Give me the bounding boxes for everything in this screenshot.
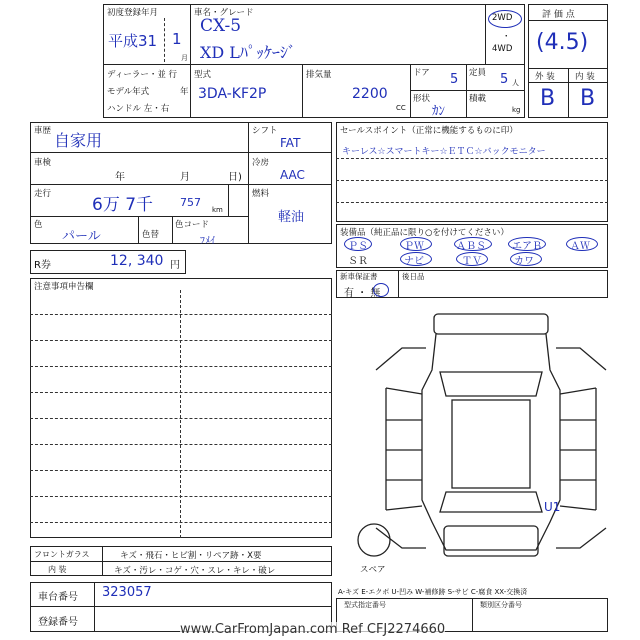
model-type: 3DA-KF2P xyxy=(198,86,267,102)
rating-label: 評 価 点 xyxy=(542,10,575,20)
cc-unit: CC xyxy=(396,104,406,112)
color-swatch-label: 色替 xyxy=(142,230,160,240)
drive-4wd: 4WD xyxy=(492,44,513,54)
sales-label: セールスポイント（正常に機能するものに印） xyxy=(340,126,518,136)
type-cat-label: 類別区分番号 xyxy=(480,601,522,609)
door-label: ドア xyxy=(413,68,430,78)
notes-label: 注意事項申告欄 xyxy=(34,282,94,292)
capacity-label: 定員 xyxy=(469,68,487,78)
recycle-amount: 12, 340 xyxy=(110,253,164,269)
month-unit: 月 xyxy=(181,54,188,62)
spare-label: スペア xyxy=(360,565,386,575)
car-name: CX-5 xyxy=(200,16,242,36)
equip-leather: カワ xyxy=(514,256,534,267)
car-grade: XD Lﾊﾟｯｹｰｼﾞ xyxy=(200,43,296,62)
capacity-unit: 人 xyxy=(512,79,519,87)
inspection-label: 車検 xyxy=(34,158,52,168)
year-unit: 年 xyxy=(180,87,189,97)
mileage-label: 走行 xyxy=(34,189,52,199)
mileage: 6万 7千 xyxy=(92,195,154,215)
model-type-label: 型式 xyxy=(194,70,212,80)
interior-label: 内 装 xyxy=(575,72,595,82)
drive-2wd: 2WD xyxy=(492,13,513,23)
chassis-number: 323057 xyxy=(102,585,152,600)
handle-label: ハンドル 左・右 xyxy=(107,104,170,114)
mileage-sub: 757 xyxy=(180,196,201,209)
reg-number-label: 登録番号 xyxy=(38,617,78,628)
yen-unit: 円 xyxy=(170,260,180,271)
equipment-label: 装備品（純正品に限り○を付けてください） xyxy=(340,228,509,238)
rating-score: (4.5) xyxy=(536,30,589,55)
inspection-year: 年 xyxy=(115,172,125,183)
drive-dot: ・ xyxy=(502,32,511,42)
cooler: AAC xyxy=(280,168,305,182)
dealer-label: ディーラー・並 行 xyxy=(107,70,178,80)
equip-navi: ナビ xyxy=(404,256,424,267)
usage: 自家用 xyxy=(54,131,103,150)
equip-pw: ＰＷ xyxy=(404,241,424,252)
interior-grade: B xyxy=(580,86,596,111)
doors: 5 xyxy=(450,72,459,87)
exterior-label: 外 装 xyxy=(535,72,555,82)
chassis-label: 車台番号 xyxy=(38,592,78,603)
inspection-month: 月 xyxy=(180,172,190,183)
windshield-label: フロントガラス xyxy=(34,550,90,559)
equip-abs: ＡＢＳ xyxy=(456,241,486,252)
km-unit: km xyxy=(212,206,223,214)
shift: FAT xyxy=(280,136,301,150)
equip-sr: ＳＲ xyxy=(348,256,368,267)
sales-box xyxy=(336,122,608,222)
fuel: 軽油 xyxy=(278,210,305,225)
exterior-grade: B xyxy=(540,86,556,111)
shape: ｶﾝ xyxy=(432,104,445,119)
equip-airbag: エアＢ xyxy=(512,241,542,252)
name-grade-label: 車名・グレード xyxy=(194,8,254,18)
usage-label: 車歴 xyxy=(34,126,52,136)
equip-ps: ＰＳ xyxy=(348,241,368,252)
color-label: 色 xyxy=(34,220,43,230)
recycle-label: R券 xyxy=(34,260,51,271)
cooler-label: 冷房 xyxy=(252,158,270,168)
model-year-label: モデル年式 xyxy=(107,87,150,97)
watermark: www.CarFromJapan.com Ref CFJ2274660 xyxy=(180,622,446,637)
displacement: 2200 xyxy=(352,86,388,102)
displacement-label: 排気量 xyxy=(306,70,332,80)
color-code: ﾌﾒｲ xyxy=(200,236,215,247)
header-box xyxy=(103,4,525,118)
damage-legend: A-キズ E-エクボ U-凹み W-補修跡 S-サビ C-腐食 XX-交換済 xyxy=(338,588,528,596)
damage-mark-u1: U1 xyxy=(544,500,561,514)
warranty-value: 有 ・ 無 xyxy=(344,288,381,299)
kg-unit: kg xyxy=(512,106,521,114)
warranty-label: 新車保証書 xyxy=(340,272,378,281)
interior-items: キズ・汚レ・コゲ・穴・スレ・キレ・破レ xyxy=(114,566,276,576)
first-reg-label: 初度登録年月 xyxy=(107,8,159,18)
color-code-label: 色コード xyxy=(175,220,210,230)
reg-month: 1 xyxy=(172,30,182,48)
reg-era: 平成31 xyxy=(108,32,158,50)
equip-tv: ＴＶ xyxy=(462,256,482,267)
notes-box xyxy=(30,278,332,538)
fuel-label: 燃料 xyxy=(252,189,270,199)
equip-aw: ＡＷ xyxy=(570,241,590,252)
car-damage-diagram xyxy=(336,300,608,578)
windshield-items: キズ・飛石・ヒビ割・リペア跡・X要 xyxy=(120,551,262,561)
shape-label: 形状 xyxy=(413,94,431,104)
interior-row-label: 内 装 xyxy=(48,565,67,574)
model-cert-label: 型式指定番号 xyxy=(344,601,386,609)
load-label: 積載 xyxy=(469,94,487,104)
capacity: 5 xyxy=(500,72,509,87)
shift-label: シフト xyxy=(252,126,278,136)
color: パール xyxy=(62,229,101,244)
inspection-day: 日) xyxy=(228,172,242,183)
after-item-label: 後日品 xyxy=(402,272,425,281)
sales-text: キーレス☆スマートキー☆ＥＴＣ☆バックモニター xyxy=(342,147,546,157)
